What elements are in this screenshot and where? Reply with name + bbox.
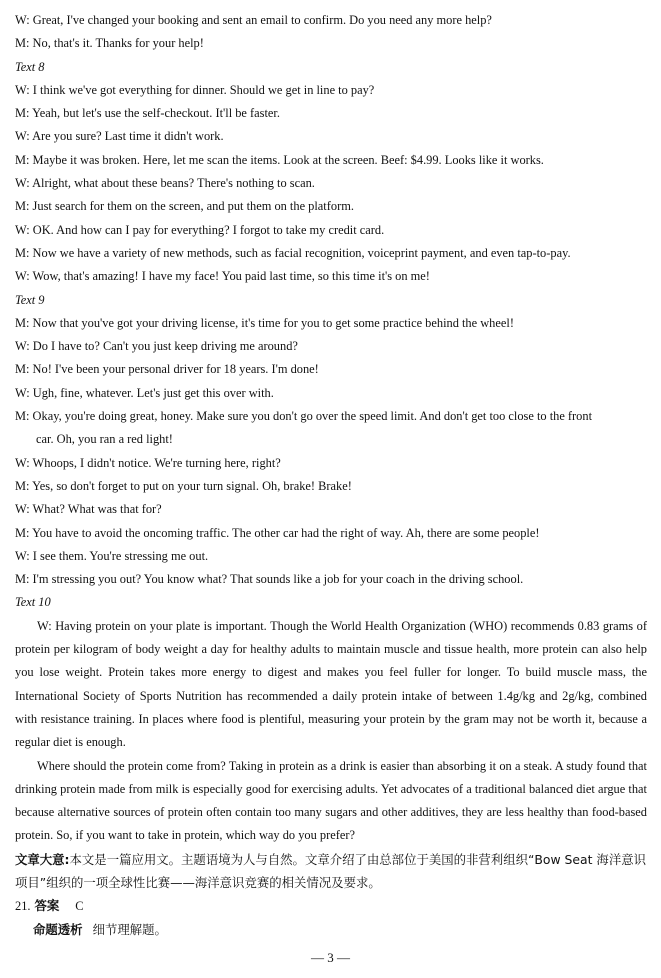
dialogue-line: M: Now we have a variety of new methods, such as facial recognition, voiceprint payment, and even tap-to-pay.	[15, 245, 571, 260]
dialogue-top	[15, 9, 647, 56]
summary-label: 文章大意:	[15, 851, 70, 867]
dialogue-line: W: Wow, that's amazing! I have my face! You paid last time, so this time it's on me!	[15, 269, 430, 284]
answer-label: 答案	[34, 898, 60, 914]
monologue-paragraph: Where should the protein come from? Taking in protein as a drink is easier than absorbing it on a steak. A study found that drinking protein made from milk is especially good for exercising adults. Yet advocates of a traditional balanced diet argue that because alternative sources of protein often contain too many sugars and other additives, they are less healthy than food-based protein. So, if you want to take in protein, which way do you prefer?	[15, 758, 647, 843]
text-10-section	[15, 591, 647, 847]
section-heading: Text 9	[15, 292, 45, 307]
dialogue-line: M: You have to avoid the oncoming traffic. The other car had the right of way. Ah, there are some people!	[15, 525, 540, 540]
question-21-answer	[15, 894, 647, 917]
dialogue-line: M: Yeah, but let's use the self-checkout. It'll be faster.	[15, 106, 280, 121]
summary-text: 本文是一篇应用文。主题语境为人与自然。文章介绍了由总部位于美国的非营利组织“Bow Seat 海洋意识项目”组织的一项全球性比赛——海洋意识竞赛的相关情况及要求。	[15, 851, 646, 890]
dialogue-line: W: Are you sure? Last time it didn't work.	[15, 129, 224, 144]
dialogue-line: W: Alright, what about these beans? There's nothing to scan.	[15, 176, 315, 191]
dialogue-line: W: Ugh, fine, whatever. Let's just get this over with.	[15, 385, 274, 400]
analysis-text: 细节理解题。	[92, 921, 167, 937]
page-number: — 3 —	[311, 950, 350, 965]
analysis-label: 命题透析	[33, 921, 83, 937]
text-8-section	[15, 56, 647, 289]
text-9-section	[15, 289, 647, 592]
question-21-analysis	[15, 918, 647, 941]
dialogue-line: M: I'm stressing you out? You know what? That sounds like a job for your coach in the driving school.	[15, 572, 524, 587]
dialogue-line: M: No, that's it. Thanks for your help!	[15, 36, 204, 51]
dialogue-line-continued: car. Oh, you ran a red light!	[36, 432, 173, 447]
dialogue-line: W: What? What was that for?	[15, 502, 162, 517]
dialogue-line: M: Now that you've got your driving license, it's time for you to get some practice behind the wheel!	[15, 315, 514, 330]
dialogue-line: M: No! I've been your personal driver for 18 years. I'm done!	[15, 362, 319, 377]
section-heading: Text 10	[15, 595, 51, 610]
dialogue-line: W: I see them. You're stressing me out.	[15, 548, 209, 563]
dialogue-line: M: Yes, so don't forget to put on your turn signal. Oh, brake! Brake!	[15, 478, 352, 493]
dialogue-line: M: Just search for them on the screen, and put them on the platform.	[15, 199, 354, 214]
dialogue-line: M: Okay, you're doing great, honey. Make sure you don't go over the speed limit. And don't get too close to the front	[15, 409, 593, 424]
answer-value: C	[75, 899, 84, 914]
dialogue-line: W: OK. And how can I pay for everything? I forgot to take my credit card.	[15, 222, 385, 237]
monologue-paragraph: W: Having protein on your plate is important. Though the World Health Organization (WHO) recommends 0.83 grams of protein per kilogram of body weight a day for healthy adults to maintain muscle and tissue health, more protein can also help you lose weight. Protein takes more energy to digest and makes you feel fuller for longer. To build muscle mass, the International Society of Sports Nutrition has recommended a daily protein intake of between 1.4g/kg and 2g/kg, combined with resistance training. In places where food is plentiful, measuring your protein by the gram may not be worth it, because a regular diet is enough.	[15, 618, 647, 750]
article-summary	[15, 848, 647, 895]
dialogue-line: W: Great, I've changed your booking and sent an email to confirm. Do you need any more help?	[15, 13, 492, 27]
dialogue-line: M: Maybe it was broken. Here, let me scan the items. Look at the screen. Beef: $4.99. Looks like it works.	[15, 152, 544, 167]
dialogue-line: W: I think we've got everything for dinner. Should we get in line to pay?	[15, 82, 375, 97]
dialogue-line: W: Do I have to? Can't you just keep driving me around?	[15, 339, 298, 354]
question-number: 21.	[15, 899, 31, 914]
dialogue-line: W: Whoops, I didn't notice. We're turning here, right?	[15, 455, 281, 470]
section-heading: Text 8	[15, 59, 45, 74]
